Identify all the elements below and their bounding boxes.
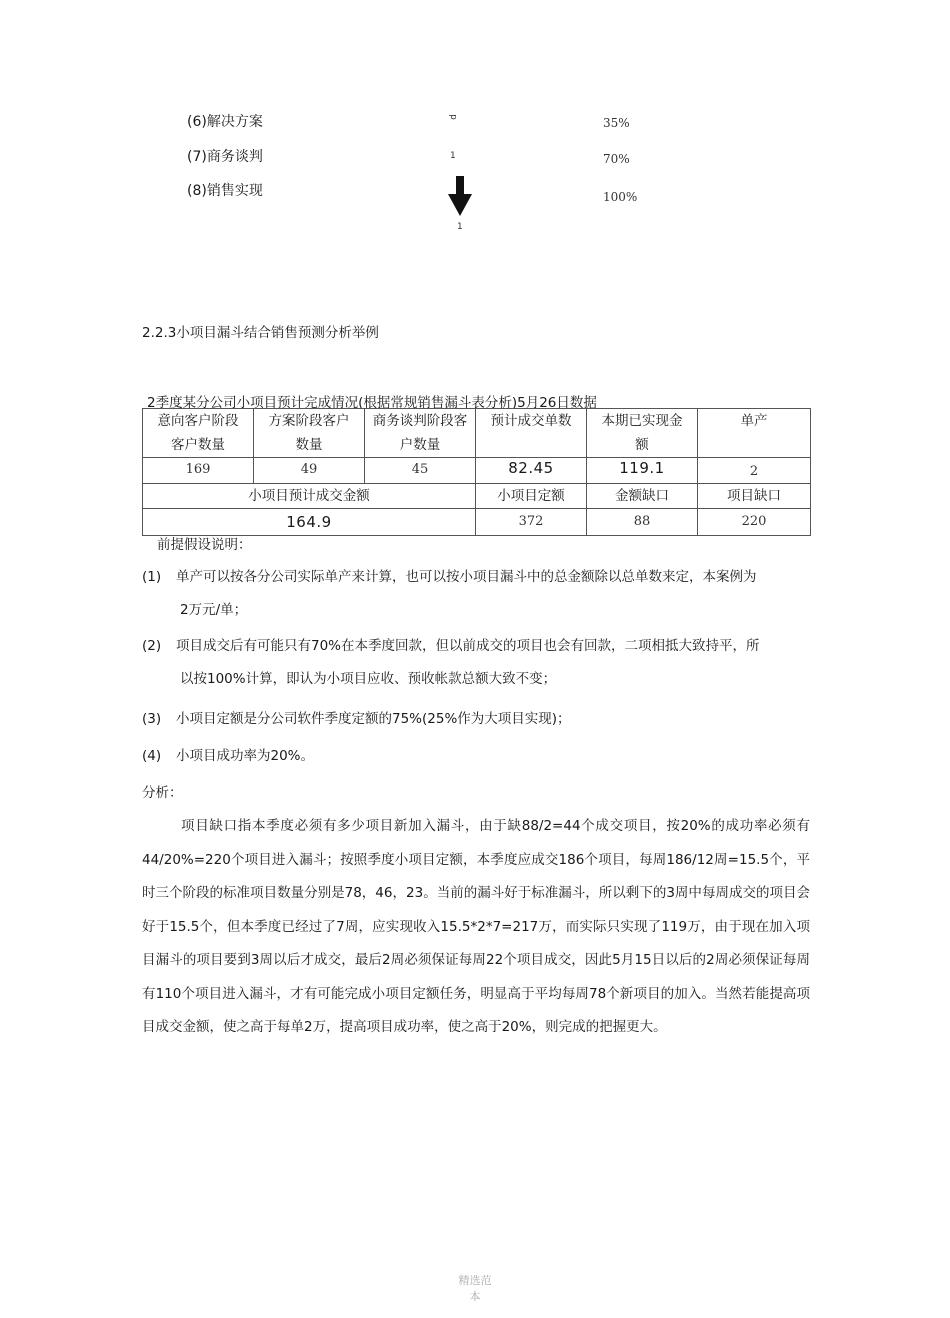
stage-label-sales: (8)销售实现 (187, 183, 263, 199)
header-amount-gap: 金额缺口 (587, 484, 698, 509)
arrow-down-icon (446, 176, 474, 218)
list-marker: (3) (142, 711, 162, 727)
value-project-gap: 220 (698, 509, 811, 536)
value-intent-customers: 169 (143, 458, 254, 484)
analysis-body (142, 810, 810, 1045)
assumption-item (142, 630, 810, 696)
header-expected-amount: 小项目预计成交金额 (143, 484, 476, 509)
list-marker: (2) (142, 638, 162, 654)
value-realized-amount: 119.1 (587, 458, 698, 484)
value-amount-gap: 88 (587, 509, 698, 536)
stage-percent-solution: 35% (603, 116, 630, 130)
header-intent-customers: 意向客户阶段客户数量 (143, 409, 254, 458)
assumptions-title: 前提假设说明： (157, 537, 252, 553)
list-marker: (1) (142, 569, 162, 585)
header-unit-output: 单产 (698, 409, 811, 458)
value-expected-deals: 82.45 (476, 458, 587, 484)
value-quota: 372 (476, 509, 587, 536)
assumption-text-cont: 2万元/单； (180, 602, 248, 618)
analysis-title: 分析： (142, 785, 183, 801)
header-proposal-customers: 方案阶段客户数量 (254, 409, 365, 458)
assumption-text: 小项目定额是分公司软件季度定额的75%(25%作为大项目实现)； (176, 711, 571, 727)
value-proposal-customers: 49 (254, 458, 365, 484)
forecast-table (142, 408, 811, 536)
table-row (143, 484, 811, 509)
footer-line: 本 (469, 1290, 481, 1303)
stage-mark: 1 (457, 222, 463, 232)
header-project-gap: 项目缺口 (698, 484, 811, 509)
assumption-text-cont: 以按100%计算，即认为小项目应收、预收帐款总额大致不变； (180, 671, 557, 687)
stage-mark: p (447, 114, 458, 120)
header-negotiation-customers: 商务谈判阶段客户数量 (365, 409, 476, 458)
assumption-text: 小项目成功率为20%。 (176, 748, 315, 764)
list-marker: (4) (142, 748, 162, 764)
stage-label-negotiation: (7)商务谈判 (187, 149, 263, 165)
stage-label-solution: (6)解决方案 (187, 114, 263, 130)
header-expected-deals: 预计成交单数 (476, 409, 587, 458)
assumption-text: 项目成交后有可能只有70%在本季度回款，但以前成交的项目也会有回款，二项相抵大致持平，所 (176, 638, 760, 654)
value-expected-amount: 164.9 (143, 509, 476, 536)
stage-percent-sales: 100% (603, 190, 638, 204)
table-caption: 2季度某分公司小项目预计完成情况(根据常规销售漏斗表分析)5月26日数据 (147, 395, 597, 411)
value-negotiation-customers: 45 (365, 458, 476, 484)
assumption-item (142, 740, 810, 773)
table-row (143, 458, 811, 484)
header-realized-amount: 本期已实现金额 (587, 409, 698, 458)
assumption-text: 单产可以按各分公司实际单产来计算，也可以按小项目漏斗中的总金额除以总单数来定，本案例为 (176, 569, 757, 585)
assumption-item (142, 561, 810, 627)
stage-percent-sales-clipped (603, 186, 638, 204)
analysis-paragraph: 项目缺口指本季度必须有多少项目新加入漏斗，由于缺88/2=44个成交项目，按20%的成功率必须有44/20%=220个项目进入漏斗；按照季度小项目定额，本季度应成交186个项目，每周186/12周=15.5个，平时三个阶段的标准项目数量分别是78，46，23。当前的漏斗好于标准漏斗，所以剩下的3周中每周成交的项目会好于15.5个，但本季度已经过了7周，应实现收入15.5*2*7=217万，而实际只实现了119万，由于现在加入项目漏斗的项目要到3周以后才成交，最后2周必须保证每周22个项目成交，因此5月15日以后的2周必须保证每周有110个项目进入漏斗，才有可能完成小项目定额任务，明显高于平均每周78个新项目的加入。当然若能提高项目成交金额，使之高于每单2万，提高项目成功率，使之高于20%，则完成的把握更大。 (142, 818, 810, 1035)
section-heading: 2.2.3小项目漏斗结合销售预测分析举例 (142, 325, 379, 341)
assumption-item (142, 703, 810, 736)
footer-line: 精选范 (458, 1274, 492, 1287)
stage-mark: 1 (450, 151, 456, 161)
stage-percent-negotiation: 70% (603, 152, 630, 166)
table-row (143, 409, 811, 458)
value-unit-output: 2 (698, 458, 811, 484)
header-quota: 小项目定额 (476, 484, 587, 509)
footer-watermark (445, 1272, 505, 1304)
